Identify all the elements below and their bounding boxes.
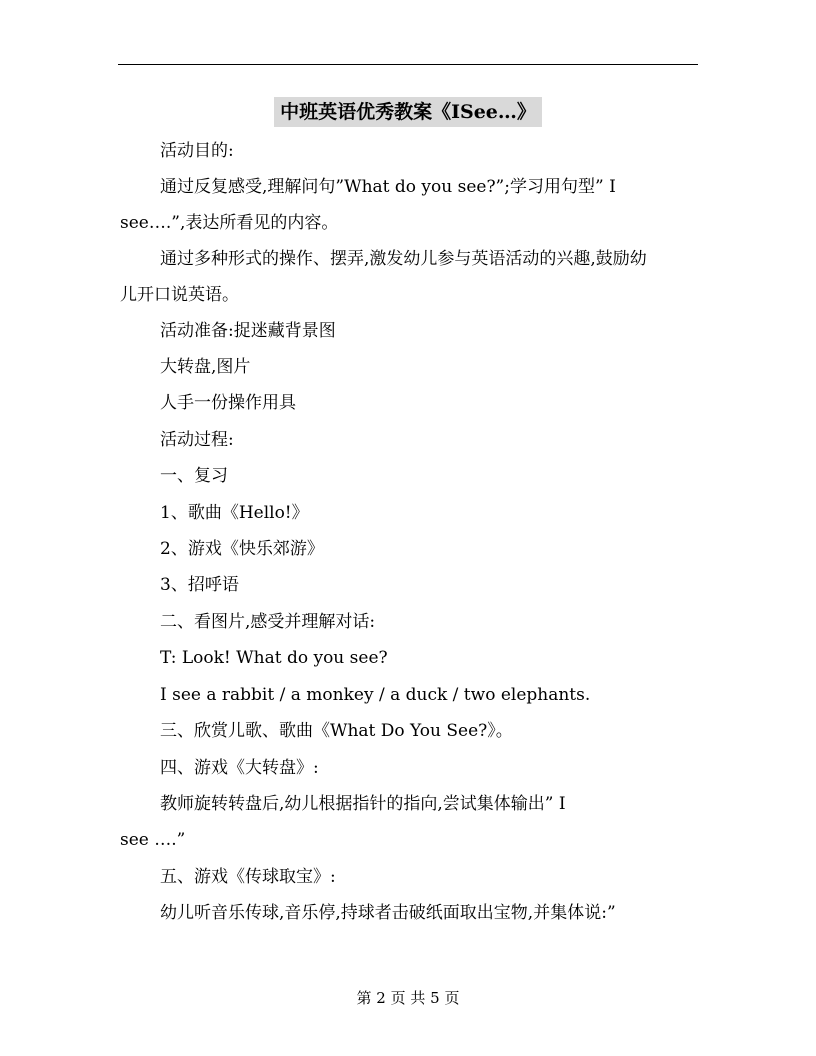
paragraph-line: 儿开口说英语。 (120, 285, 239, 305)
paragraph-line: 五、游戏《传球取宝》: (160, 867, 336, 887)
title-container (0, 97, 816, 127)
paragraph-line: 通过多种形式的操作、摆弄,激发幼儿参与英语活动的兴趣,鼓励幼 (160, 249, 647, 269)
paragraph-line: 人手一份操作用具 (160, 393, 296, 413)
paragraph-line: 三、欣赏儿歌、歌曲《What Do You See?》。 (160, 721, 513, 741)
paragraph-line: 活动目的: (160, 141, 234, 161)
paragraph-line: 四、游戏《大转盘》: (160, 758, 319, 778)
paragraph-line: 2、游戏《快乐郊游》 (160, 539, 324, 559)
paragraph-line: 二、看图片,感受并理解对话: (160, 612, 376, 632)
paragraph-line: see ….” (120, 830, 186, 850)
paragraph-line: 3、招呼语 (160, 575, 239, 595)
paragraph-line: see….”,表达所看见的内容。 (120, 213, 339, 233)
paragraph-line: 活动准备:捉迷藏背景图 (160, 321, 336, 341)
paragraph-line: 教师旋转转盘后,幼儿根据指针的指向,尝试集体输出” I (160, 794, 566, 814)
document-title: 中班英语优秀教案《ISee…》 (274, 97, 542, 127)
header-rule (118, 64, 698, 65)
paragraph-line: 大转盘,图片 (160, 357, 251, 377)
paragraph-line: 幼儿听音乐传球,音乐停,持球者击破纸面取出宝物,并集体说:” (160, 903, 616, 923)
page-number: 第 2 页 共 5 页 (356, 989, 460, 1007)
paragraph-line: I see a rabbit / a monkey / a duck / two elephants. (160, 685, 591, 705)
paragraph-line: T: Look! What do you see? (160, 648, 388, 668)
paragraph-line: 1、歌曲《Hello!》 (160, 503, 309, 523)
paragraph-line: 一、复习 (160, 466, 228, 486)
paragraph-line: 活动过程: (160, 430, 234, 450)
paragraph-line: 通过反复感受,理解问句”What do you see?”;学习用句型” I (160, 177, 616, 197)
